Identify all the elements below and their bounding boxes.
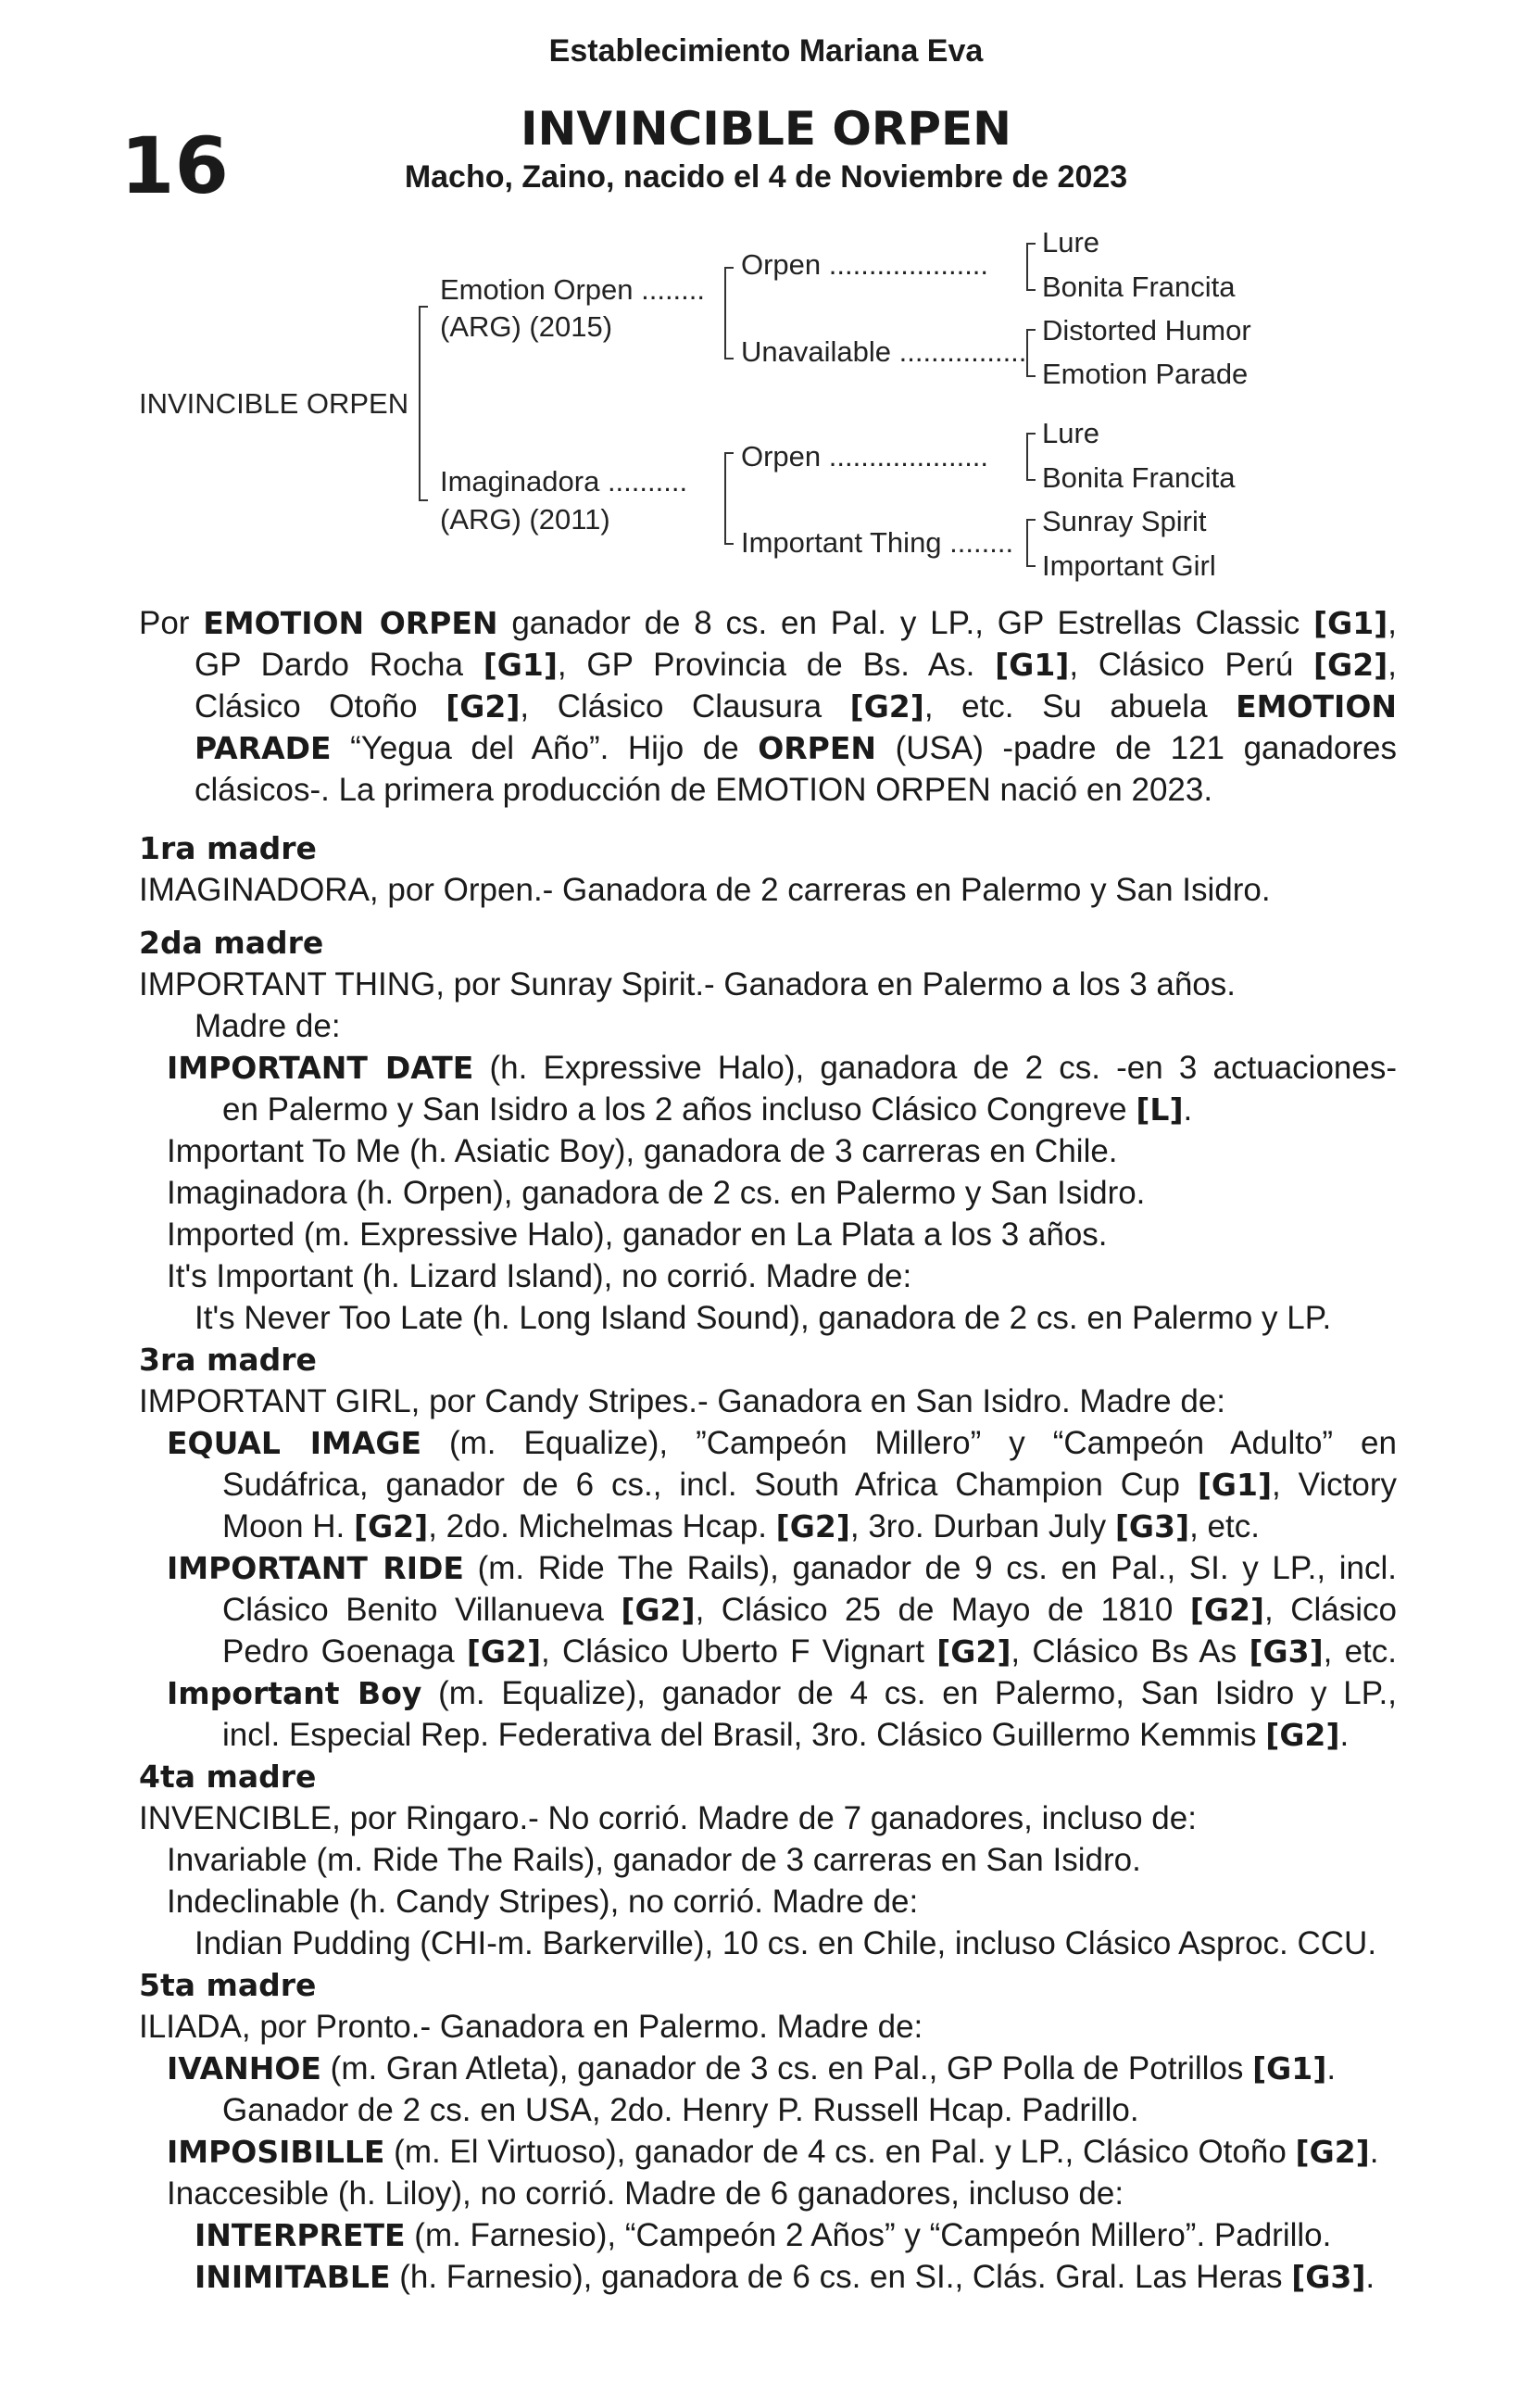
pedigree-dam-dam: Important Thing ........ — [741, 526, 1014, 559]
pedigree-dam: Imaginadora .......... — [440, 465, 688, 498]
pedigree-ds-sire: Lure — [1042, 417, 1100, 449]
dam2-text: IMPORTANT THING, por Sunray Spirit.- Ganadora en Palermo a los 3 años. — [139, 966, 1237, 1002]
dam4-heading: 4ta madre — [139, 1759, 317, 1795]
dam2-madre-de: Madre de: — [195, 1008, 341, 1044]
sire-line: clásicos-. La primera producción de EMOTION ORPEN nació en 2023. — [195, 772, 1213, 808]
dam3-heading: 3ra madre — [139, 1342, 317, 1378]
dam1-text: IMAGINADORA, por Orpen.- Ganadora de 2 carreras en Palermo y San Isidro. — [139, 872, 1271, 908]
produce-line: Pedro Goenaga [G2], Clásico Uberto F Vignart [G2], Clásico Bs As [G3], etc. — [222, 1633, 1397, 1670]
produce-line: Invariable (m. Ride The Rails), ganador de 3 carreras en San Isidro. — [167, 1842, 1141, 1878]
produce-line: IMPORTANT RIDE (m. Ride The Rails), ganador de 9 cs. en Pal., SI. y LP., incl. — [167, 1550, 1398, 1586]
pedigree-ss-dam: Bonita Francita — [1042, 271, 1236, 303]
sire-line: Clásico Otoño [G2], Clásico Clausura [G2], etc. Su abuela EMOTION — [195, 688, 1397, 725]
produce-line: Imaginadora (h. Orpen), ganadora de 2 cs. en Palermo y San Isidro. — [167, 1175, 1146, 1211]
produce-line: Imported (m. Expressive Halo), ganador en La Plata a los 3 años. — [167, 1217, 1108, 1253]
pedigree-bracket — [1026, 243, 1036, 291]
produce-line: Moon H. [G2], 2do. Michelmas Hcap. [G2], 3ro. Durban July [G3], etc. — [222, 1508, 1260, 1544]
sire-line: Por EMOTION ORPEN ganador de 8 cs. en Pal. y LP., GP Estrellas Classic [G1], — [139, 605, 1397, 641]
horse-name: INVINCIBLE ORPEN — [520, 102, 1012, 156]
sire-line: GP Dardo Rocha [G1], GP Provincia de Bs. As. [G1], Clásico Perú [G2], — [195, 647, 1397, 683]
pedigree-bracket — [1026, 519, 1036, 567]
produce-line: Inaccesible (h. Liloy), no corrió. Madre de 6 ganadores, incluso de: — [167, 2175, 1124, 2212]
produce-line: Clásico Benito Villanueva [G2], Clásico 25 de Mayo de 1810 [G2], Clásico — [222, 1592, 1397, 1628]
pedigree-sire-sire: Orpen .................... — [741, 248, 989, 281]
dam4-text: INVENCIBLE, por Ringaro.- No corrió. Madre de 7 ganadores, incluso de: — [139, 1800, 1197, 1836]
sire-paragraph — [139, 602, 1397, 811]
dam3-text: IMPORTANT GIRL, por Candy Stripes.- Ganadora en San Isidro. Madre de: — [139, 1383, 1226, 1419]
pedigree-bracket — [1026, 329, 1036, 377]
female-family — [139, 827, 1397, 2298]
pedigree-bracket — [419, 306, 428, 501]
pedigree-subject: INVINCIBLE ORPEN — [139, 387, 409, 420]
produce-line: Indeclinable (h. Candy Stripes), no corrió. Madre de: — [167, 1884, 919, 1920]
produce-line: en Palermo y San Isidro a los 2 años incluso Clásico Congreve [L]. — [222, 1091, 1193, 1128]
produce-line: INIMITABLE (h. Farnesio), ganadora de 6 cs. en SI., Clás. Gral. Las Heras [G3]. — [195, 2259, 1375, 2295]
pedigree-ds-dam: Bonita Francita — [1042, 461, 1236, 494]
sire-line: PARADE “Yegua del Año”. Hijo de ORPEN (USA) -padre de 121 ganadores — [195, 730, 1397, 766]
produce-line: IMPORTANT DATE (h. Expressive Halo), ganadora de 2 cs. -en 3 actuaciones- — [167, 1050, 1398, 1086]
produce-line: INTERPRETE (m. Farnesio), “Campeón 2 Años” y “Campeón Millero”. Padrillo. — [195, 2217, 1332, 2253]
pedigree-bracket — [724, 452, 734, 545]
dam5-heading: 5ta madre — [139, 1967, 317, 2003]
produce-line: Sudáfrica, ganador de 6 cs., incl. South Africa Champion Cup [G1], Victory — [222, 1467, 1397, 1503]
produce-line: Important To Me (h. Asiatic Boy), ganadora de 3 carreras en Chile. — [167, 1133, 1118, 1169]
pedigree-sire-origin: (ARG) (2015) — [440, 310, 613, 343]
produce-line: EQUAL IMAGE (m. Equalize), ”Campeón Millero” y “Campeón Adulto” en — [167, 1425, 1397, 1461]
pedigree-dam-origin: (ARG) (2011) — [440, 503, 610, 536]
lot-number: 16 — [120, 120, 229, 211]
pedigree-dam-sire: Orpen .................... — [741, 440, 989, 473]
pedigree-sire: Emotion Orpen ........ — [440, 273, 706, 306]
dam5-text: ILIADA, por Pronto.- Ganadora en Palermo. Madre de: — [139, 2009, 923, 2045]
pedigree-bracket — [1026, 433, 1036, 481]
pedigree-sd-dam: Emotion Parade — [1042, 358, 1249, 390]
stable-name: Establecimiento Mariana Eva — [548, 33, 984, 69]
produce-line: Indian Pudding (CHI-m. Barkerville), 10 cs. en Chile, incluso Clásico Asproc. CCU. — [195, 1925, 1377, 1961]
produce-line: It's Important (h. Lizard Island), no corrió. Madre de: — [167, 1258, 912, 1294]
pedigree-ss-sire: Lure — [1042, 226, 1100, 258]
produce-line: Ganador de 2 cs. en USA, 2do. Henry P. Russell Hcap. Padrillo. — [222, 2092, 1139, 2128]
dam2-heading: 2da madre — [139, 925, 324, 961]
pedigree-dd-sire: Sunray Spirit — [1042, 505, 1207, 537]
horse-description: Macho, Zaino, nacido el 4 de Noviembre de 2023 — [404, 159, 1128, 195]
produce-line: Important Boy (m. Equalize), ganador de 4 cs. en Palermo, San Isidro y LP., — [167, 1675, 1397, 1711]
produce-line: IVANHOE (m. Gran Atleta), ganador de 3 cs. en Pal., GP Polla de Potrillos [G1]. — [167, 2050, 1337, 2087]
pedigree-dd-dam: Important Girl — [1042, 549, 1216, 582]
produce-line: incl. Especial Rep. Federativa del Brasil, 3ro. Clásico Guillermo Kemmis [G2]. — [222, 1717, 1350, 1753]
pedigree-sire-dam: Unavailable ................ — [741, 335, 1027, 368]
produce-line: It's Never Too Late (h. Long Island Sound), ganadora de 2 cs. en Palermo y LP. — [195, 1300, 1332, 1336]
produce-line: IMPOSIBILLE (m. El Virtuoso), ganador de 4 cs. en Pal. y LP., Clásico Otoño [G2]. — [167, 2134, 1379, 2170]
pedigree-bracket — [724, 267, 734, 359]
dam1-heading: 1ra madre — [139, 830, 317, 866]
pedigree-sd-sire: Distorted Humor — [1042, 314, 1251, 347]
